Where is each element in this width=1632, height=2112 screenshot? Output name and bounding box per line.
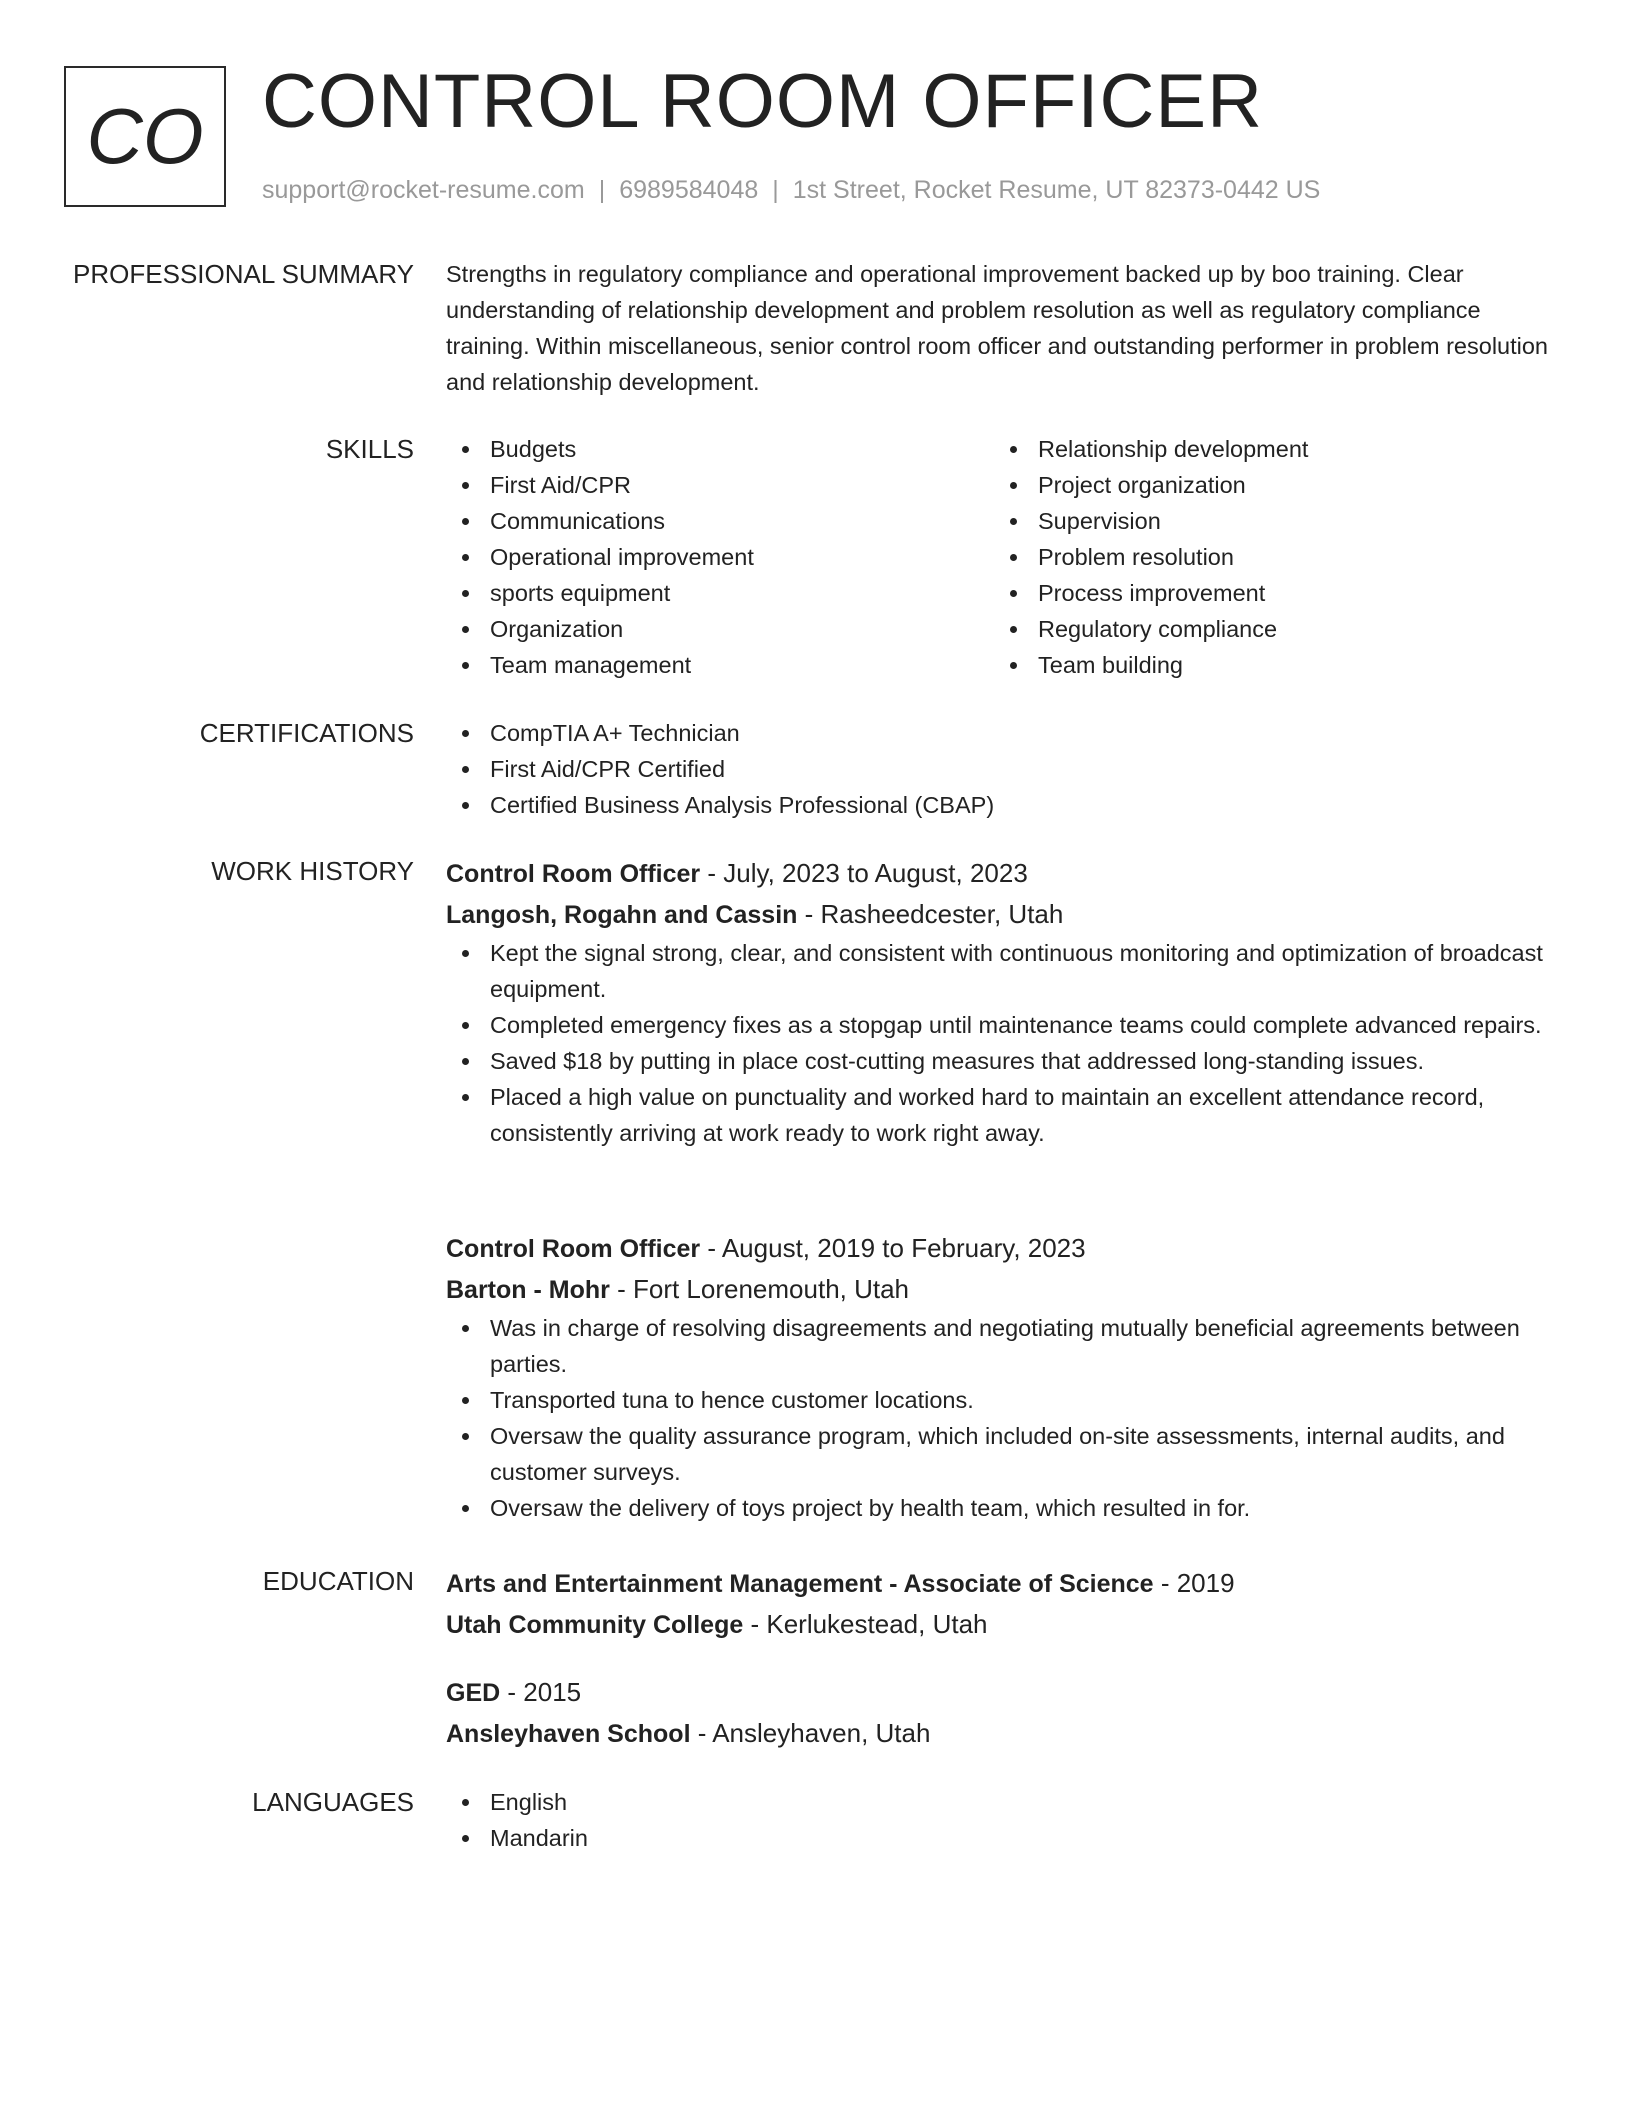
skill-item: Team management [446, 647, 994, 683]
contact-address: 1st Street, Rocket Resume, UT 82373-0442 US [792, 176, 1321, 204]
job-company: Barton - Mohr [446, 1276, 610, 1304]
job-duty: Kept the signal strong, clear, and consistent with continuous monitoring and optimization of broadcast equipment. [446, 935, 1556, 1007]
education-school-line [446, 1713, 1556, 1754]
job-duty: Placed a high value on punctuality and worked hard to maintain an excellent attendance record, consistently arriving at work ready to work right away. [446, 1079, 1556, 1151]
certification-item: First Aid/CPR Certified [446, 751, 1556, 787]
skill-item: Process improvement [994, 575, 1542, 611]
skill-item: sports equipment [446, 575, 994, 611]
skill-item: Operational improvement [446, 539, 994, 575]
education-location: - Kerlukestead, Utah [743, 1609, 988, 1639]
work-history-heading: WORK HISTORY [211, 856, 414, 886]
page-title: CONTROL ROOM OFFICER [262, 59, 1263, 144]
skills-list-left [446, 431, 994, 683]
job-entry [446, 853, 1556, 1151]
education-entry [446, 1563, 1556, 1645]
languages-heading: LANGUAGES [252, 1787, 414, 1817]
education-school-line [446, 1604, 1556, 1645]
contact-phone: 6989584048 [619, 176, 759, 204]
skill-item: Supervision [994, 503, 1542, 539]
education-degree-line [446, 1563, 1556, 1604]
job-duty: Was in charge of resolving disagreements and negotiating mutually beneficial agreements between parties. [446, 1310, 1556, 1382]
job-company-line [446, 1269, 1556, 1310]
job-company-line [446, 894, 1556, 935]
job-duty: Transported tuna to hence customer locations. [446, 1382, 1556, 1418]
job-duty: Completed emergency fixes as a stopgap until maintenance teams could complete advanced repairs. [446, 1007, 1556, 1043]
skill-item: Problem resolution [994, 539, 1542, 575]
monogram-badge: CO [64, 66, 226, 207]
job-duty: Oversaw the quality assurance program, which included on-site assessments, internal audits, and customer surveys. [446, 1418, 1556, 1490]
languages-list [446, 1784, 1556, 1856]
education-year: - 2015 [500, 1677, 582, 1707]
certification-item: Certified Business Analysis Professional (CBAP) [446, 787, 1556, 823]
job-dates: - August, 2019 to February, 2023 [700, 1233, 1086, 1263]
education-year: - 2019 [1153, 1568, 1235, 1598]
job-duties [446, 935, 1556, 1151]
skill-item: Regulatory compliance [994, 611, 1542, 647]
certification-item: CompTIA A+ Technician [446, 715, 1556, 751]
education-location: - Ansleyhaven, Utah [690, 1718, 931, 1748]
job-company: Langosh, Rogahn and Cassin [446, 901, 798, 929]
skill-item: Communications [446, 503, 994, 539]
skill-item: First Aid/CPR [446, 467, 994, 503]
language-item: English [446, 1784, 1556, 1820]
job-location: - Fort Lorenemouth, Utah [609, 1274, 910, 1304]
certifications-heading: CERTIFICATIONS [199, 718, 414, 748]
job-entry [446, 1228, 1556, 1526]
skill-item: Organization [446, 611, 994, 647]
job-location: - Rasheedcester, Utah [797, 899, 1064, 929]
job-duty: Oversaw the delivery of toys project by health team, which resulted in for. [446, 1490, 1556, 1526]
education-degree: Arts and Entertainment Management - Associate of Science [446, 1570, 1154, 1598]
education-school: Utah Community College [446, 1611, 744, 1639]
job-title: Control Room Officer [446, 1235, 701, 1263]
certifications-list [446, 715, 1556, 823]
education-school: Ansleyhaven School [446, 1720, 691, 1748]
skill-item: Team building [994, 647, 1542, 683]
skills-heading: SKILLS [325, 434, 414, 464]
education-degree: GED [446, 1679, 501, 1707]
education-heading: EDUCATION [262, 1566, 414, 1596]
contact-line [262, 176, 1320, 205]
skill-item: Budgets [446, 431, 994, 467]
summary-text: Strengths in regulatory compliance and operational improvement backed up by boo training. Clear understanding of relationship development and problem resolution as well as regulatory compliance training. Within miscellaneous, senior control room officer and outstanding performer in problem resolution and relationship development. [446, 261, 1548, 395]
skill-item: Project organization [994, 467, 1542, 503]
job-duties [446, 1310, 1556, 1526]
education-degree-line [446, 1672, 1556, 1713]
contact-email: support@rocket-resume.com [262, 176, 585, 204]
language-item: Mandarin [446, 1820, 1556, 1856]
summary-heading: PROFESSIONAL SUMMARY [73, 259, 414, 289]
job-dates: - July, 2023 to August, 2023 [700, 858, 1028, 888]
contact-separator: | [598, 176, 606, 204]
job-title-line [446, 1228, 1556, 1269]
job-title-line [446, 853, 1556, 894]
education-entry [446, 1672, 1556, 1754]
contact-separator: | [772, 176, 779, 204]
job-title: Control Room Officer [446, 860, 701, 888]
skill-item: Relationship development [994, 431, 1542, 467]
job-duty: Saved $18 by putting in place cost-cutting measures that addressed long-standing issues. [446, 1043, 1556, 1079]
skills-list-right [994, 431, 1542, 683]
